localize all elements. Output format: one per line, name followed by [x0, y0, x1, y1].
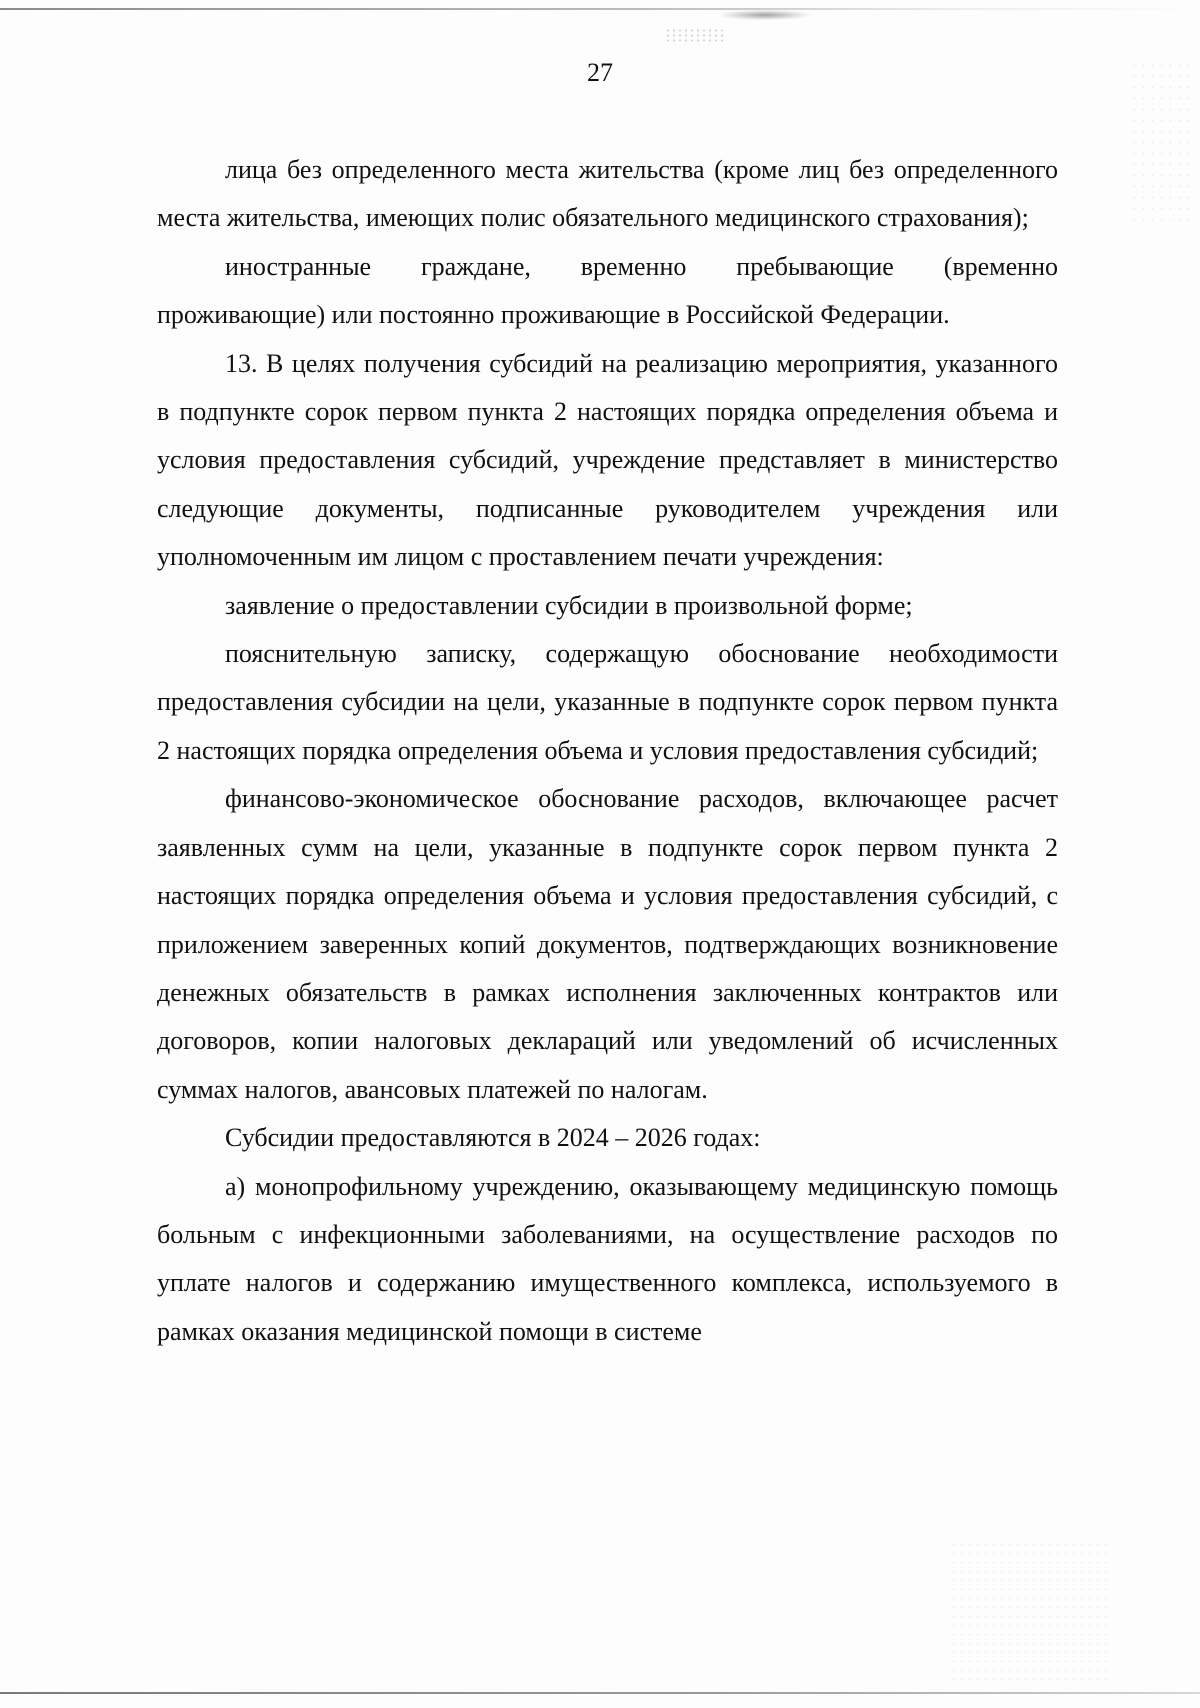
paragraph: 13. В целях получения субсидий на реализацию мероприятия, указанного в подпункте сорок первом пункта 2 настоящих порядка определения объема и условия предоставления субсидий, учреждение представляет в министерство следующие документы, подписанные руководителем учреждения или уполномоченным им лицом с проставлением печати учреждения: — [157, 348, 1058, 572]
paragraph: пояснительную записку, содержащую обоснование необходимости предоставления субсидии на цели, указанные в подпункте сорок первом пункта 2 настоящих порядка определения объема и условия предоставления субсидий; — [157, 639, 1058, 765]
paragraph: заявление о предоставлении субсидии в произвольной форме; — [225, 590, 913, 620]
paragraph: иностранные граждане, временно пребывающие (временно проживающие) или постоянно проживающие в Российской Федерации. — [157, 251, 1058, 330]
scan-noise — [665, 28, 725, 44]
paragraph: финансово-экономическое обоснование расходов, включающее расчет заявленных сумм на цели, указанные в подпункте сорок первом пункта 2 настоящих порядка определения объема и условия предоставления субсидий, с приложением заверенных копий документов, подтверждающих возникновение денежных обязательств в рамках исполнения заключенных контрактов или договоров, копии налоговых деклараций или уведомлений об исчисленных суммах налогов, авансовых платежей по налогам. — [157, 784, 1058, 1104]
paragraph: лица без определенного места жительства (кроме лиц без определенного места жительства, имеющих полис обязательного медицинского страхования); — [157, 155, 1058, 233]
scan-edge-bottom — [0, 1692, 1200, 1694]
scan-edge-top — [0, 8, 1200, 10]
document-body — [157, 146, 1058, 1356]
paragraph: Субсидии предоставляются в 2024 – 2026 годах: — [225, 1123, 761, 1153]
paragraph: а) монопрофильному учреждению, оказывающему медицинскую помощь больным с инфекционными заболеваниями, на осуществление расходов по уплате налогов и содержанию имущественного комплекса, используемого в рамках оказания медицинской помощи в системе — [157, 1171, 1058, 1346]
scan-noise-bottom — [950, 1540, 1110, 1680]
scan-smudge — [720, 10, 810, 20]
page-number: 27 — [587, 58, 613, 87]
